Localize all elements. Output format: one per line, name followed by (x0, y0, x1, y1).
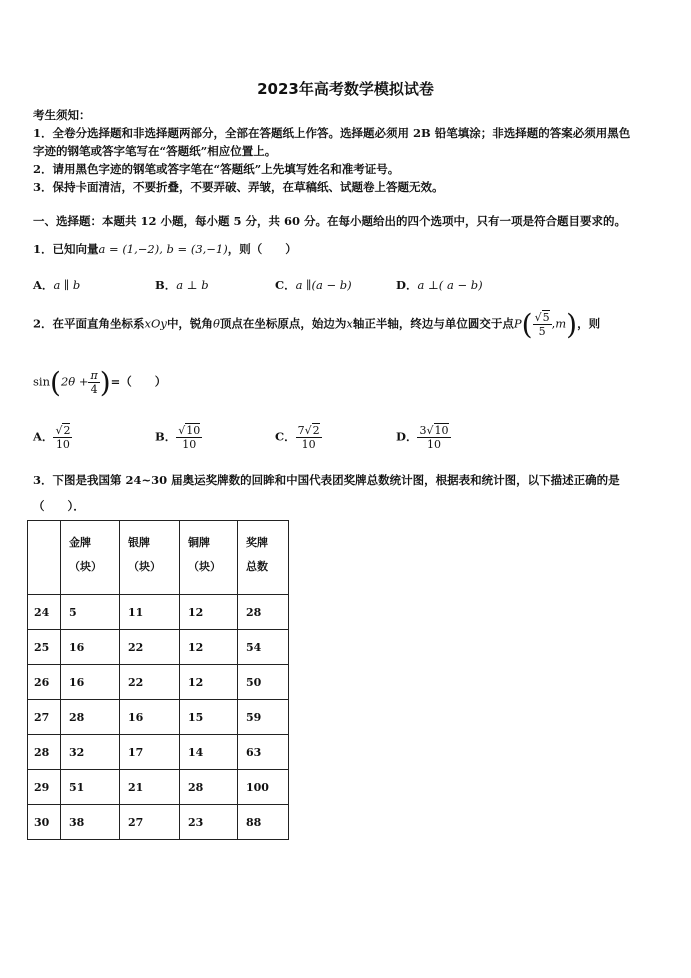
table-row (28, 665, 289, 700)
q2-point-label: P (513, 316, 522, 331)
q1-option-c (275, 277, 352, 293)
q1-suffix: ，则（ ） (227, 242, 297, 256)
q2-text: 顶点在坐标原点，始边为 (219, 316, 347, 331)
pi-over-four (88, 369, 99, 396)
radicand: 2 (312, 424, 320, 437)
table-cell: 63 (238, 735, 289, 770)
q2-option-d (396, 424, 451, 451)
table-cell: 12 (180, 630, 238, 665)
q1-math: a = (1,−2), b = (3,−1) (98, 242, 228, 256)
table-cell: 21 (120, 770, 180, 805)
option-fraction: $\frac{7√2}{10}$ (297, 424, 320, 451)
table-cell: 22 (120, 665, 180, 700)
q2-var: m (555, 316, 567, 331)
table-cell: 14 (180, 735, 238, 770)
header-line: 铜牌 (188, 536, 210, 549)
table-cell: 24 (28, 595, 61, 630)
expr-tail: =（ ） (110, 374, 167, 389)
table-header-cell (120, 521, 180, 595)
header-line: （块） (188, 560, 221, 573)
table-cell: 54 (238, 630, 289, 665)
table-row (28, 630, 289, 665)
table-header-cell (238, 521, 289, 595)
table-header-cell (28, 521, 61, 595)
option-fraction: $\frac{√2}{10}$ (55, 424, 71, 451)
table-cell: 27 (28, 700, 61, 735)
table-cell: 32 (61, 735, 120, 770)
option-label: C． (275, 278, 296, 292)
q2-text: 轴正半轴，终边与单位圆交于点 (352, 316, 514, 331)
table-cell: 17 (120, 735, 180, 770)
option-text: a ∥ b (53, 278, 81, 292)
table-cell: 27 (120, 805, 180, 840)
table-cell: 100 (238, 770, 289, 805)
q2-text: 中，锐角 (166, 316, 213, 331)
left-paren: ( (521, 308, 533, 341)
radicand: 10 (186, 424, 201, 437)
section-heading: 一、选择题：本题共 12 小题，每小题 5 分，共 60 分。在每小题给出的四个选项中，只有一项是符合题目要求的。 (33, 214, 627, 228)
table-cell: 5 (61, 595, 120, 630)
denominator: 10 (55, 438, 70, 451)
q1-option-d (396, 277, 483, 293)
instruction-item: 1．全卷分选择题和非选择题两部分，全部在答题纸上作答。选择题必须用 2B 铅笔填涂；非选择题的答案必须用黑色 (33, 126, 631, 140)
option-label: D． (396, 429, 418, 444)
q2-option-c (275, 424, 322, 451)
table-row (28, 805, 289, 840)
table-row (28, 700, 289, 735)
option-text: a ∥(a − b) (295, 278, 352, 292)
question-1-stem (33, 241, 297, 257)
denominator: 10 (426, 438, 441, 451)
denominator: 5 (538, 325, 546, 338)
option-label: C． (275, 429, 296, 444)
option-label: B． (155, 278, 177, 292)
table-header-row (28, 521, 289, 595)
q2-option-a (33, 424, 72, 451)
header-line: 银牌 (128, 536, 150, 549)
question-3-stem: 3．下图是我国第 24~30 届奥运奖牌数的回眸和中国代表团奖牌总数统计图，根据表和统计图，以下描述正确的是 (33, 473, 620, 487)
denominator: 4 (90, 383, 98, 396)
header-line: 奖牌 (246, 536, 268, 549)
instruction-item: 字迹的钢笔或答字笔写在“答题纸”相应位置上。 (33, 144, 277, 158)
table-cell: 59 (238, 700, 289, 735)
header-line: （块） (128, 560, 161, 573)
coefficient: 3 (419, 424, 427, 437)
table-cell: 50 (238, 665, 289, 700)
table-cell: 22 (120, 630, 180, 665)
q2-expression (33, 366, 166, 399)
instruction-item: 2．请用黑色字迹的钢笔或答字笔在“答题纸”上先填写姓名和准考证号。 (33, 162, 400, 176)
table-cell: 28 (180, 770, 238, 805)
q1-option-a (33, 277, 80, 293)
numerator: π (90, 369, 98, 382)
q1-prefix: 1．已知向量 (33, 242, 99, 256)
instruction-item: 3．保持卡面清洁，不要折叠，不要弄破、弄皱，在草稿纸、试题卷上答题无效。 (33, 180, 444, 194)
table-cell: 15 (180, 700, 238, 735)
left-paren: ( (50, 366, 61, 399)
table-cell: 26 (28, 665, 61, 700)
table-row (28, 735, 289, 770)
medal-table (27, 520, 289, 840)
table-cell: 25 (28, 630, 61, 665)
table-cell: 16 (61, 665, 120, 700)
table-cell: 28 (61, 700, 120, 735)
table-cell: 16 (61, 630, 120, 665)
coefficient: 7 (297, 424, 305, 437)
q2-text: 2．在平面直角坐标系 (33, 316, 145, 331)
right-paren: ) (566, 308, 578, 341)
header-line: （块） (69, 560, 102, 573)
table-cell: 23 (180, 805, 238, 840)
denominator: 10 (182, 438, 197, 451)
q2-var: θ (212, 316, 220, 331)
instructions-heading: 考生须知： (33, 108, 91, 122)
table-row (28, 595, 289, 630)
option-fraction: $\frac{√10}{10}$ (178, 424, 201, 451)
table-cell: 88 (238, 805, 289, 840)
option-label: A． (33, 429, 54, 444)
q2-var: x (346, 316, 353, 331)
question-2-stem: 2．在平面直角坐标系xOy中，锐角θ顶点在坐标原点，始边为x轴正半轴，终边与单位圆交于点P( $\frac{√5}{5}$ ,m)，则 (33, 308, 601, 341)
table-cell: 29 (28, 770, 61, 805)
q2-var: xOy (144, 316, 167, 331)
radicand: 2 (63, 424, 71, 437)
right-paren: ) (99, 366, 111, 399)
header-line: 金牌 (69, 536, 91, 549)
q2-point-fraction: $\frac{√5}{5}$ (534, 311, 550, 338)
option-label: D． (396, 278, 418, 292)
page-title: 2023年高考数学模拟试卷 (257, 80, 434, 98)
table-cell: 12 (180, 665, 238, 700)
table-cell: 16 (120, 700, 180, 735)
table-cell: 11 (120, 595, 180, 630)
option-text: a ⊥ b (176, 278, 209, 292)
q2-text: ，则 (577, 316, 601, 331)
option-label: A． (33, 278, 54, 292)
table-header-cell (180, 521, 238, 595)
table-cell: 30 (28, 805, 61, 840)
table-cell: 28 (238, 595, 289, 630)
question-3-stem-cont: （ ）． (33, 499, 85, 513)
option-text: a ⊥( a − b) (417, 278, 483, 292)
q1-option-b (155, 277, 209, 293)
table-header-cell (61, 521, 120, 595)
table-row (28, 770, 289, 805)
option-label: B． (155, 429, 177, 444)
table-cell: 38 (61, 805, 120, 840)
radicand: 10 (434, 424, 449, 437)
expr-inner: 2θ + (60, 374, 89, 389)
option-fraction: $\frac{3√10}{10}$ (419, 424, 449, 451)
table-cell: 12 (180, 595, 238, 630)
table-cell: 51 (61, 770, 120, 805)
sin-fn: sin (33, 374, 50, 389)
q2-option-b (155, 424, 202, 451)
table-cell: 28 (28, 735, 61, 770)
header-line: 总数 (246, 560, 268, 573)
radicand: 5 (542, 311, 550, 324)
denominator: 10 (301, 438, 316, 451)
